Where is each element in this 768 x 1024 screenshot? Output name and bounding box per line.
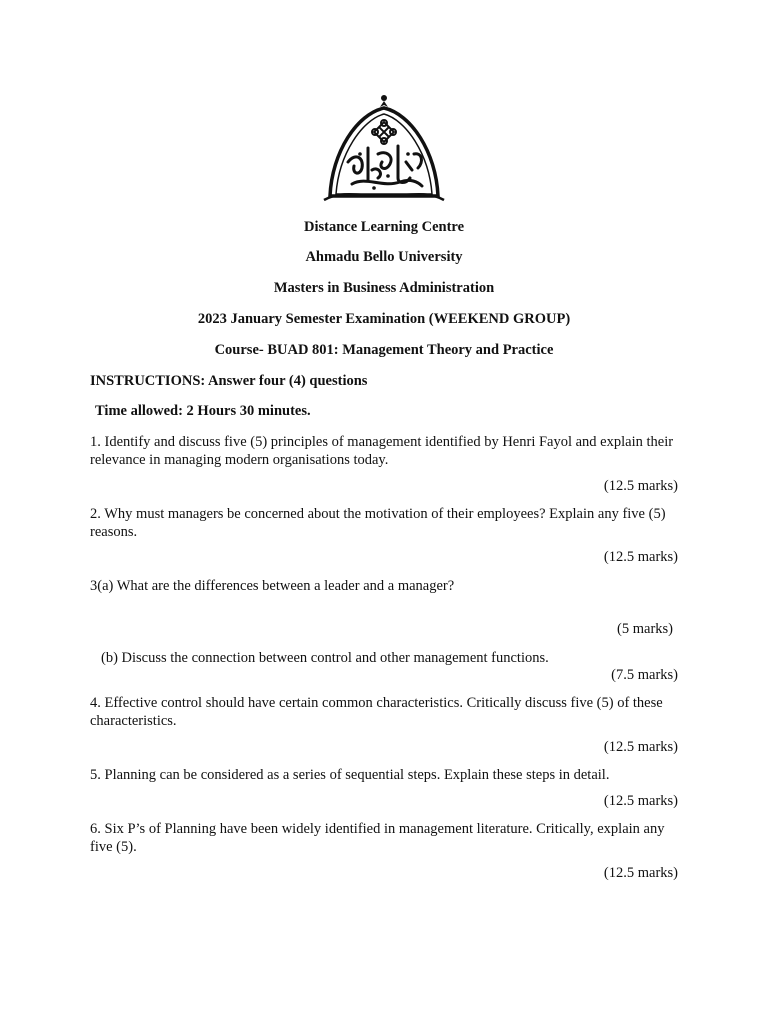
- centre-name: Distance Learning Centre: [303, 219, 465, 235]
- programme-name: Masters in Business Administration: [273, 280, 495, 296]
- instructions: INSTRUCTIONS: Answer four (4) questions: [90, 373, 368, 389]
- question-3b-marks: (7.5 marks): [611, 667, 678, 683]
- question-6: 6. Six P’s of Planning have been widely identified in management literature. Critically, explain any five (5).: [90, 821, 665, 855]
- question-3a-marks: (5 marks): [617, 621, 673, 637]
- time-allowed: Time allowed: 2 Hours 30 minutes.: [95, 403, 311, 419]
- question-3a: 3(a) What are the differences between a leader and a manager?: [90, 578, 455, 594]
- university-crest-logo: [322, 92, 446, 204]
- question-4-marks: (12.5 marks): [603, 739, 678, 755]
- question-2-marks: (12.5 marks): [603, 549, 678, 565]
- question-5: 5. Planning can be considered as a series of sequential steps. Explain these steps in detail.: [90, 767, 610, 783]
- question-2: 2. Why must managers be concerned about the motivation of their employees? Explain any five (5) reasons.: [90, 506, 666, 540]
- exam-title: 2023 January Semester Examination (WEEKEND GROUP): [197, 311, 571, 327]
- question-1-marks: (12.5 marks): [603, 478, 678, 494]
- course-title: Course- BUAD 801: Management Theory and Practice: [214, 342, 554, 358]
- question-3b: (b) Discuss the connection between control and other management functions.: [101, 650, 549, 666]
- question-6-marks: (12.5 marks): [603, 865, 678, 881]
- university-name: Ahmadu Bello University: [305, 249, 463, 265]
- question-4: 4. Effective control should have certain common characteristics. Critically discuss five (5) of these characteristics.: [90, 695, 663, 729]
- question-1: 1. Identify and discuss five (5) principles of management identified by Henri Fayol and explain their relevance in managing modern organisations today.: [90, 434, 674, 468]
- question-5-marks: (12.5 marks): [603, 793, 678, 809]
